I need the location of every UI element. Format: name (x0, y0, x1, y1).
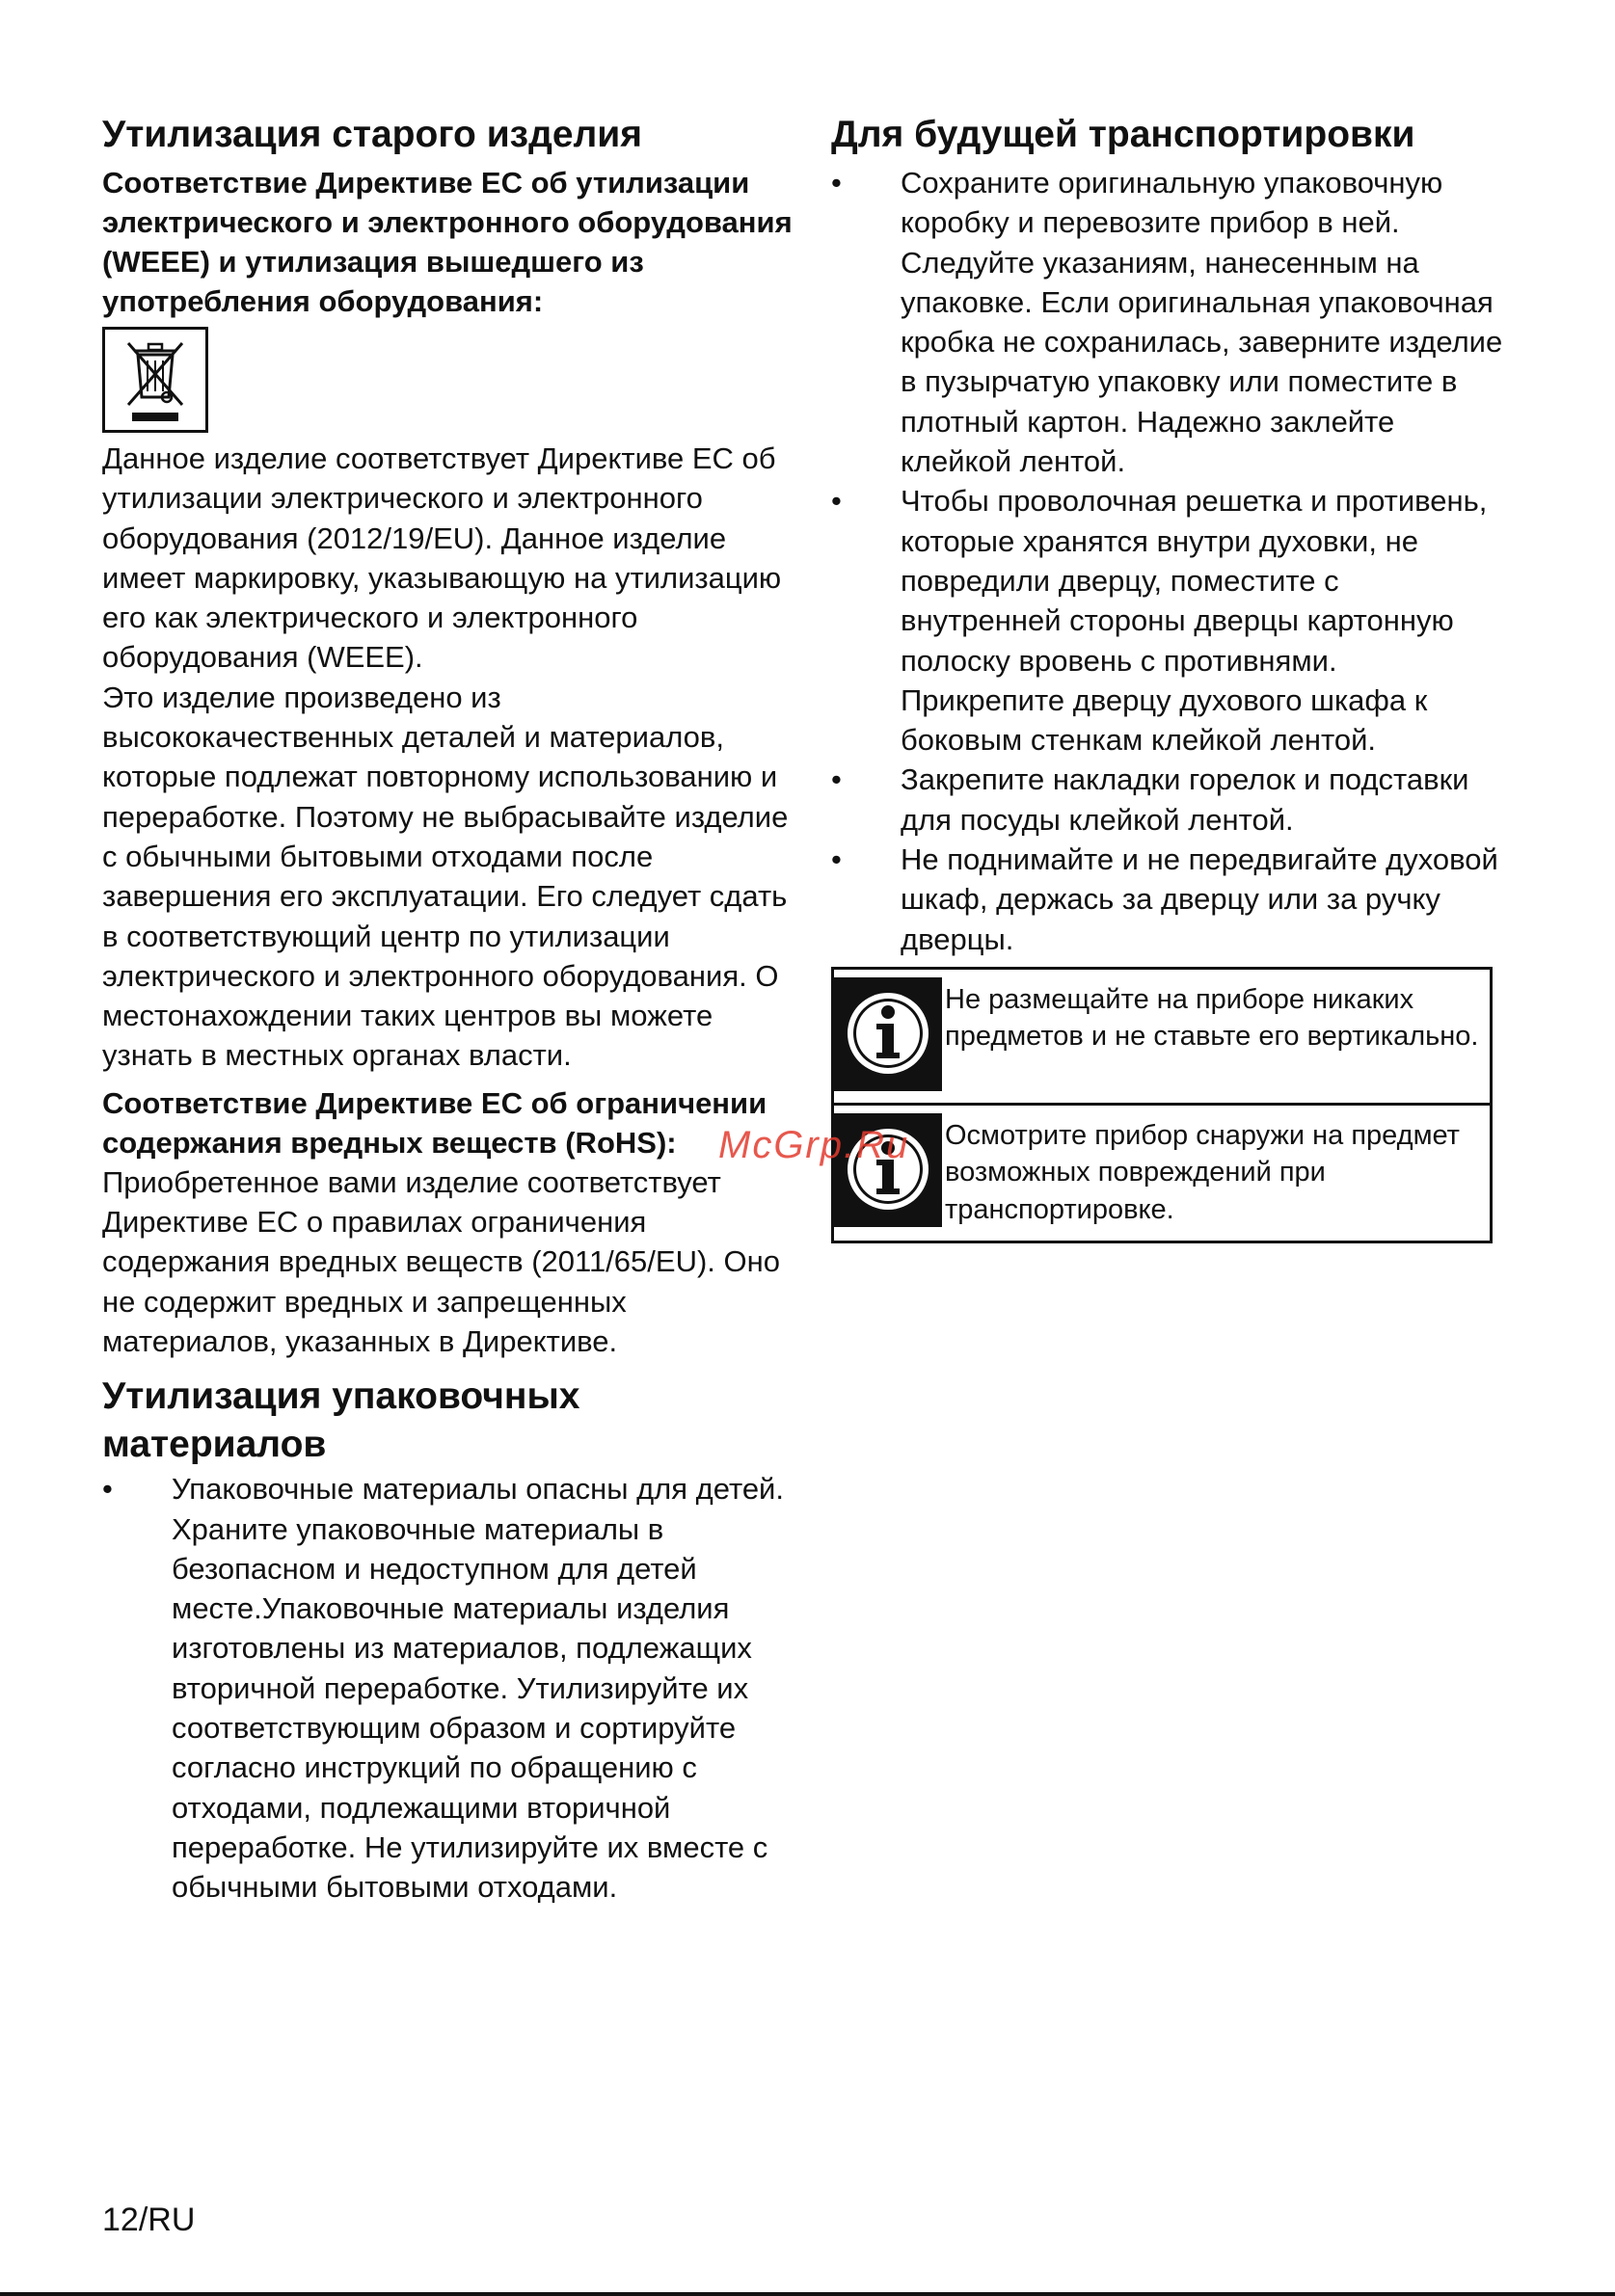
list-item-text: Чтобы проволочная решетка и противень, которые хранятся внутри духовки, не повредили дверцу, поместите с внутренней стороны дверцы картонную полоску вровень с противнями. Прикрепите дверцу духового шкафа к боковым стенкам клейкой лентой. (901, 484, 1488, 758)
bullet-marker: • (831, 762, 842, 797)
list-item (831, 760, 1506, 840)
weee-heading: Соответствие Директиве ЕС об утилизации электрического и электронного оборудования (WEEE) и утилизация вышедшего из употребления оборудования: (102, 166, 793, 318)
bullet-marker: • (831, 166, 842, 200)
heading-future-transport: Для будущей транспортировки (831, 114, 1415, 155)
list-item (831, 840, 1506, 959)
bullet-marker: • (831, 842, 842, 877)
weee-icon (102, 327, 208, 433)
info-note-text: Не размещайте на приборе никаких предметов и не ставьте его вертикально. (945, 983, 1479, 1053)
info-note-text: Осмотрите прибор снаружи на предмет возможных повреждений при транспортировке. (945, 1119, 1460, 1225)
weee-paragraph: Данное изделие соответствует Директиве ЕС об утилизации электрического и электронного оборудования (2012/19/EU). Данное изделие имеет маркировку, указывающую на утилизацию его как электрического и электронного оборудования (WEEE). (102, 441, 782, 675)
rohs-paragraph: Приобретенное вами изделие соответствует Директиве ЕС о правилах ограничения содержания вредных веществ (2011/65/EU). Оно не содержит вредных и запрещенных материалов, указанных в Директиве. (102, 1164, 780, 1358)
right-column (831, 111, 1506, 1243)
page-number: 12/RU (102, 2202, 196, 2238)
info-note (834, 970, 1490, 1103)
rohs-heading: Соответствие Директиве ЕС об ограничении содержания вредных веществ (RoHS): (102, 1085, 767, 1160)
bottom-divider (0, 2292, 1615, 2296)
heading-packaging-disposal: Утилизация упаковочных материалов (102, 1375, 580, 1466)
list-item-text: Не поднимайте и не передвигайте духовой шкаф, держась за дверцу или за ручку дверцы. (901, 842, 1498, 956)
bullet-marker: • (102, 1472, 113, 1507)
list-item-text: Упаковочные материалы опасны для детей. Храните упаковочные материалы в безопасном и недоступном для детей месте.Упаковочные материалы изделия изготовлены из материалов, подлежащих вторичной переработке. Утилизируйте их соответствующим образом и сортируйте согласно инструкций по обращению с отходами, подлежащими вторичной переработке. Не утилизируйте их вместе с обычными бытовыми отходами. (172, 1472, 784, 1905)
bullet-marker: • (831, 484, 842, 519)
info-notes-box (831, 967, 1493, 1243)
list-item (102, 1469, 796, 1907)
info-note (834, 1103, 1490, 1241)
transport-bullet-list (831, 163, 1506, 959)
watermark: McGrp.Ru (718, 1124, 910, 1166)
list-item-text: Закрепите накладки горелок и подставки для посуды клейкой лентой. (901, 762, 1469, 837)
list-item-text: Сохраните оригинальную упаковочную коробку и перевозите прибор в ней. Следуйте указаниям, нанесенным на упаковке. Если оригинальная упаковочная кробка не сохранилась, заверните изделие в пузырчатую упаковку или поместите в плотный картон. Надежно заклейте клейкой лентой. (901, 166, 1503, 479)
heading-old-product-disposal: Утилизация старого изделия (102, 114, 643, 155)
left-column (102, 111, 796, 1908)
info-icon (834, 970, 945, 1095)
weee-paragraph-2: Это изделие произведено из высококачественных деталей и материалов, которые подлежат повторному использованию и переработке. Поэтому не выбрасывайте изделие с обычными бытовыми отходами после завершения его эксплуатации. Его следует сдать в соответствующий центр по утилизации электрического и электронного оборудования. О местонахождении таких центров вы можете узнать в местных органах власти. (102, 680, 789, 1073)
list-item (831, 163, 1506, 481)
list-item (831, 481, 1506, 760)
packaging-bullet-list (102, 1469, 796, 1907)
